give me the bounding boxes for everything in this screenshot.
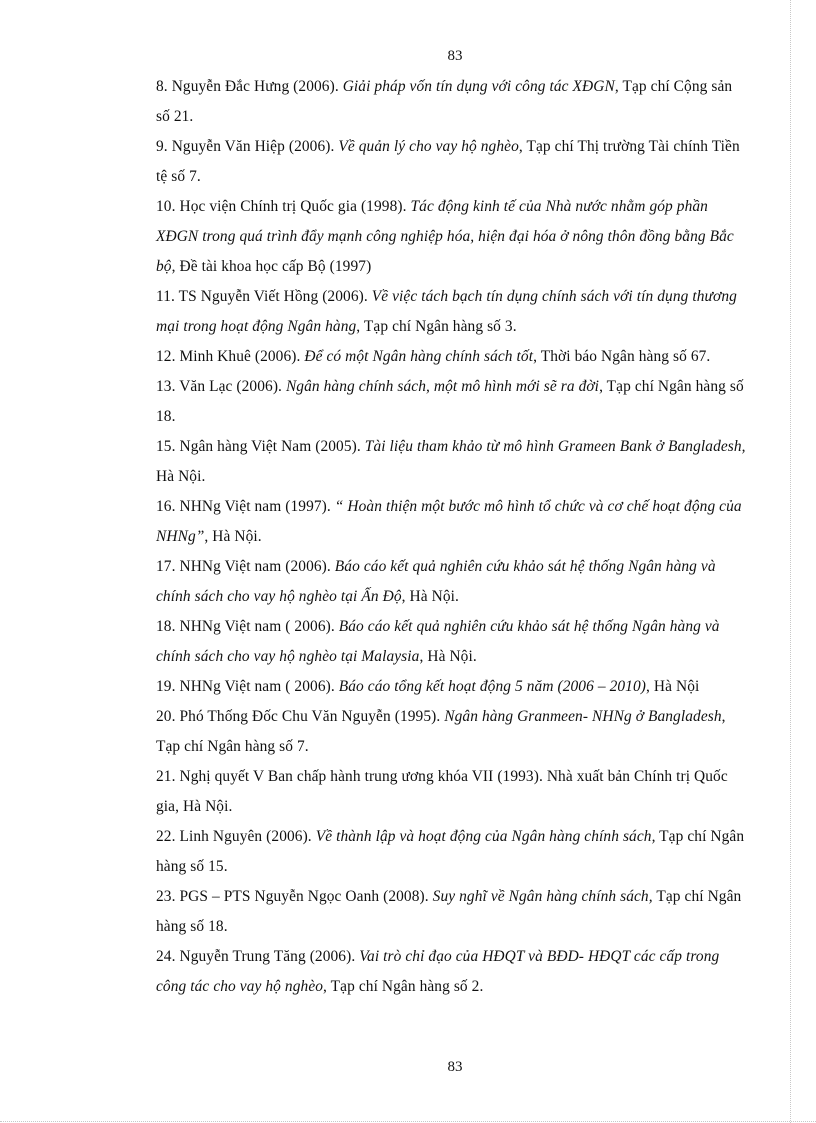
reference-item: 23. PGS – PTS Nguyễn Ngọc Oanh (2008). Suy nghĩ về Ngân hàng chính sách, Tạp chí Ngân hàng số 18. <box>156 888 742 935</box>
reference-item: 18. NHNg Việt nam ( 2006). Báo cáo kết quả nghiên cứu khảo sát hệ thống Ngân hàng và chính sách cho vay hộ nghèo tại Malaysia, Hà Nội. <box>156 618 720 665</box>
reference-item: 16. NHNg Việt nam (1997). “ Hoàn thiện một bước mô hình tổ chức và cơ chế hoạt động của NHNg”, Hà Nội. <box>156 498 742 545</box>
reference-item: 9. Nguyễn Văn Hiệp (2006). Về quản lý cho vay hộ nghèo, Tạp chí Thị trường Tài chính Tiền tệ số 7. <box>156 138 740 185</box>
page-number-bottom: 83 <box>447 1059 463 1075</box>
reference-item: 15. Ngân hàng Việt Nam (2005). Tài liệu tham khảo từ mô hình Grameen Bank ở Bangladesh, Hà Nội. <box>156 438 746 485</box>
reference-item: 8. Nguyễn Đắc Hưng (2006). Giải pháp vốn tín dụng với công tác XĐGN, Tạp chí Cộng sản số 21. <box>156 78 733 125</box>
reference-item: 22. Linh Nguyên (2006). Về thành lập và hoạt động của Ngân hàng chính sách, Tạp chí Ngân hàng số 15. <box>156 828 745 875</box>
reference-item: 12. Minh Khuê (2006). Để có một Ngân hàng chính sách tốt, Thời báo Ngân hàng số 67. <box>156 348 711 365</box>
reference-list <box>156 72 746 1002</box>
page-number-top: 83 <box>447 48 463 64</box>
reference-item: 11. TS Nguyễn Viết Hồng (2006). Về việc tách bạch tín dụng chính sách với tín dụng thương mại trong hoạt động Ngân hàng, Tạp chí Ngân hàng số 3. <box>156 288 737 335</box>
reference-item: 13. Văn Lạc (2006). Ngân hàng chính sách, một mô hình mới sẽ ra đời, Tạp chí Ngân hàng số 18. <box>156 378 744 425</box>
reference-item: 20. Phó Thống Đốc Chu Văn Nguyễn (1995). Ngân hàng Granmeen- NHNg ở Bangladesh, Tạp chí Ngân hàng số 7. <box>156 708 726 755</box>
reference-item: 19. NHNg Việt nam ( 2006). Báo cáo tổng kết hoạt động 5 năm (2006 – 2010), Hà Nội <box>156 678 700 695</box>
reference-item: 17. NHNg Việt nam (2006). Báo cáo kết quả nghiên cứu khảo sát hệ thống Ngân hàng và chính sách cho vay hộ nghèo tại Ấn Độ, Hà Nội. <box>156 558 716 605</box>
reference-item: 21. Nghị quyết V Ban chấp hành trung ương khóa VII (1993). Nhà xuất bản Chính trị Quốc gia, Hà Nội. <box>156 768 728 815</box>
page-border-bottom <box>0 1121 816 1122</box>
reference-item: 10. Học viện Chính trị Quốc gia (1998). Tác động kinh tế của Nhà nước nhằm góp phần XĐGN trong quá trình đẩy mạnh công nghiệp hóa, hiện đại hóa ở nông thôn đồng bằng Bắc bộ, Đề tài khoa học cấp Bộ (1997) <box>156 198 734 275</box>
reference-item: 24. Nguyễn Trung Tăng (2006). Vai trò chỉ đạo của HĐQT và BĐD- HĐQT các cấp trong công tác cho vay hộ nghèo, Tạp chí Ngân hàng số 2. <box>156 948 720 995</box>
page-border-right <box>790 0 791 1123</box>
